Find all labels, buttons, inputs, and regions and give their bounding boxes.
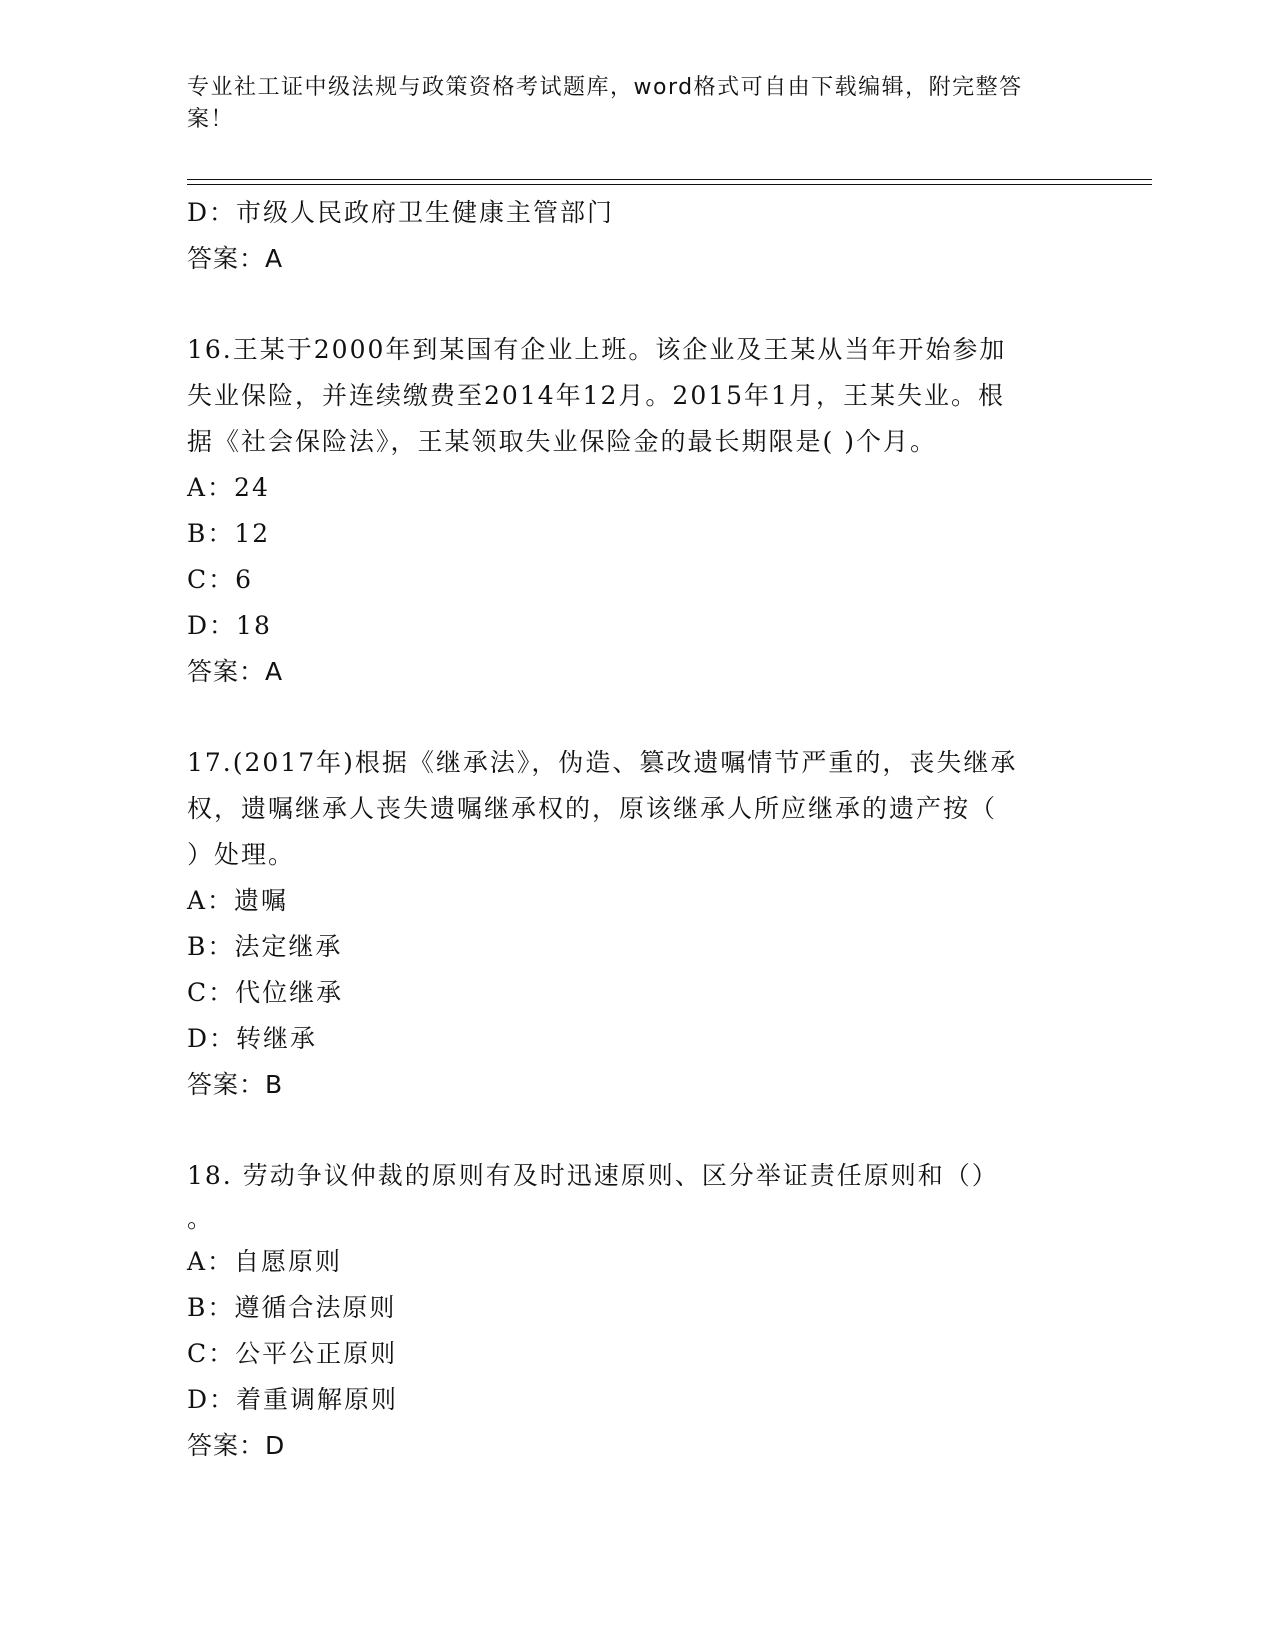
- option-b: B：12: [187, 519, 271, 548]
- header-rule-top: [187, 179, 1152, 180]
- question-text-line: 权，遗嘱继承人丧失遗嘱继承权的，原该继承人所应继承的遗产按（: [187, 794, 998, 823]
- header-rule-bottom: [187, 184, 1152, 185]
- document-body: [187, 190, 1087, 1469]
- option-b: B：遵循合法原则: [187, 1293, 397, 1322]
- option-a: A：24: [187, 473, 270, 502]
- prev-option-d: D：市级人民政府卫生健康主管部门: [187, 198, 615, 227]
- question-text-line: 失业保险，并连续缴费至2014年12月。2015年1月，王某失业。根: [187, 381, 1005, 410]
- answer: 答案：A: [187, 657, 284, 686]
- question-text-line: 18. 劳动争议仲裁的原则有及时迅速原则、区分举证责任原则和（）: [187, 1161, 999, 1190]
- option-d: D：18: [187, 611, 272, 640]
- header-line-1: 专业社工证中级法规与政策资格考试题库，word格式可自由下载编辑，附完整答: [187, 75, 1023, 100]
- question-18: [187, 1153, 1087, 1469]
- prev-answer: 答案：A: [187, 244, 284, 273]
- option-c: C：公平公正原则: [187, 1339, 398, 1368]
- question-text-line: 据《社会保险法》，王某领取失业保险金的最长期限是( )个月。: [187, 427, 937, 456]
- question-16: [187, 327, 1087, 695]
- answer: 答案：D: [187, 1431, 286, 1460]
- option-b: B：法定继承: [187, 932, 343, 961]
- option-d: D：着重调解原则: [187, 1385, 399, 1414]
- question-text-line: 17.(2017年)根据《继承法》，伪造、篡改遗嘱情节严重的，丧失继承: [187, 748, 1018, 777]
- question-text-line: 16.王某于2000年到某国有企业上班。该企业及王某从当年开始参加: [187, 335, 1007, 364]
- page-header: [187, 72, 1067, 136]
- header-line-2: 案！: [187, 107, 235, 132]
- option-a: A：遗嘱: [187, 886, 289, 915]
- question-text-line: 。: [187, 1204, 215, 1233]
- option-d: D：转继承: [187, 1024, 318, 1053]
- option-c: C：代位继承: [187, 978, 344, 1007]
- option-c: C：6: [187, 565, 254, 594]
- option-a: A：自愿原则: [187, 1247, 343, 1276]
- question-text-line: ）处理。: [187, 840, 296, 869]
- question-17: [187, 740, 1087, 1108]
- answer: 答案：B: [187, 1070, 284, 1099]
